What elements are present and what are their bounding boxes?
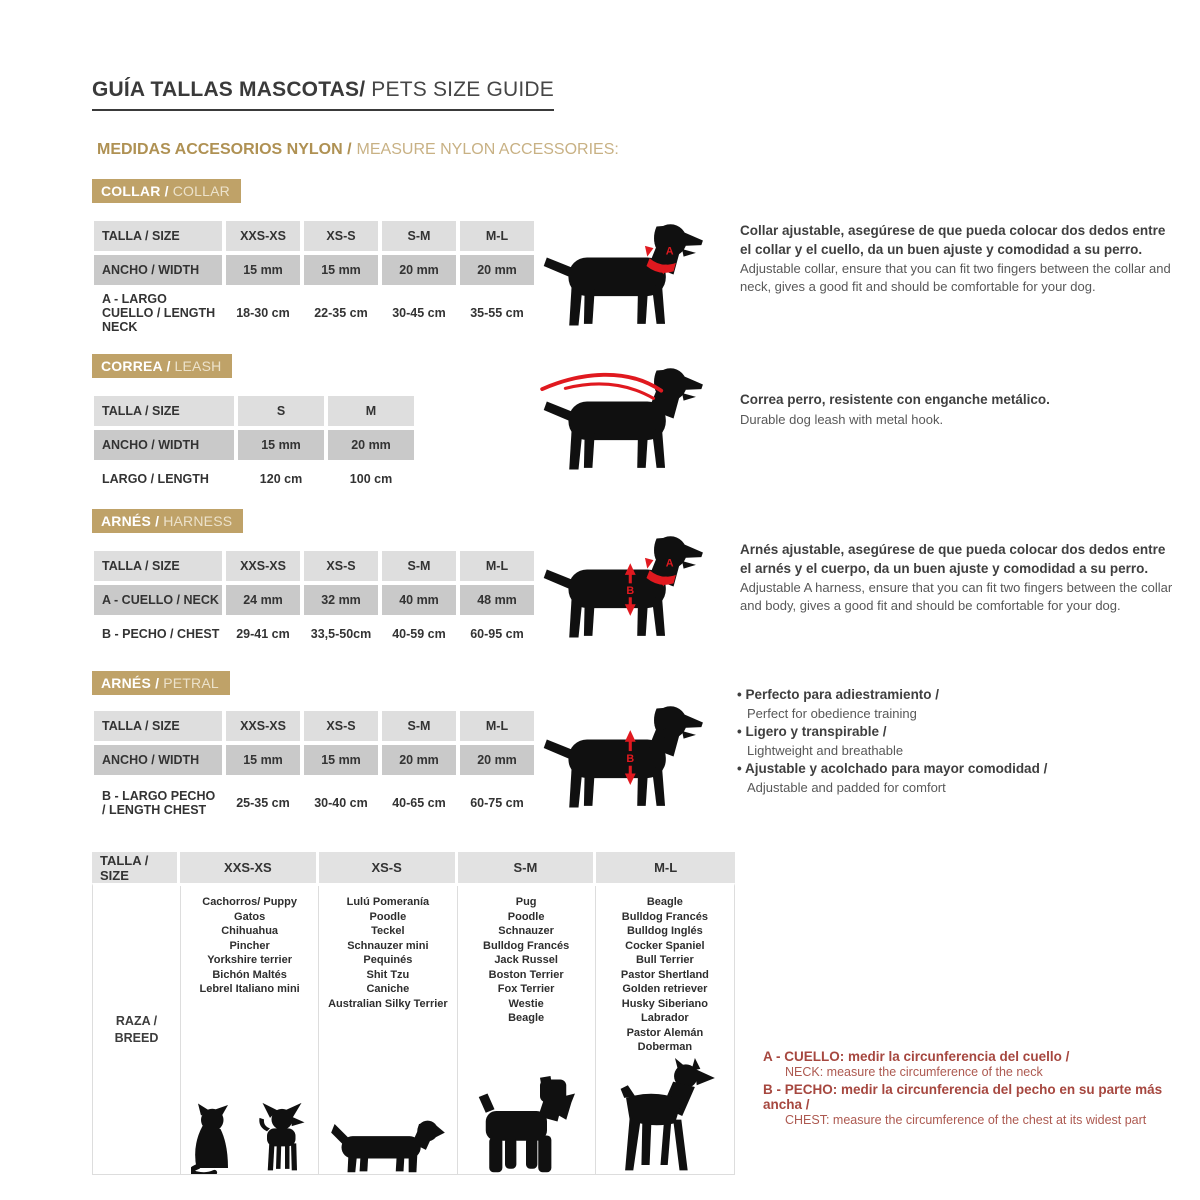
- size-cell: 20 mm: [458, 253, 536, 287]
- breed-size-table: [92, 852, 735, 1175]
- table-row: [92, 617, 536, 651]
- size-cell: 15 mm: [302, 253, 380, 287]
- measurement-footnotes: [763, 1046, 1197, 1127]
- row-label-cell: LARGO / LENGTH: [92, 462, 236, 496]
- size-col-header: TALLA / SIZE: [92, 852, 180, 883]
- row-label-cell: ANCHO / WIDTH: [92, 743, 224, 777]
- doberman-silhouette-icon: [611, 1058, 719, 1174]
- petral-feature-list: [737, 686, 1157, 797]
- page-subtitle-es: MEDIDAS ACCESORIOS NYLON /: [97, 141, 352, 158]
- size-cell: 15 mm: [224, 743, 302, 777]
- size-col-header: TALLA / SIZE: [92, 394, 236, 428]
- table-header-row: [92, 549, 536, 583]
- row-label-cell: A - CUELLO / NECK: [92, 583, 224, 617]
- breed-icons: [319, 1112, 456, 1174]
- size-cell: 25-35 cm: [224, 777, 302, 829]
- breed-list: Cachorros/ Puppy Gatos Chihuahua Pincher Yorkshire terrier Bichón Maltés Lebrel Italiano mini: [199, 896, 300, 995]
- feature-en: Lightweight and breathable: [747, 742, 904, 758]
- breed-column-s-m: [458, 886, 596, 1174]
- description-es: Collar ajustable, asegúrese de que pueda colocar dos dedos entre el collar y el cuello, da un buen ajuste y comodidad a su perro.: [740, 223, 1166, 257]
- schnauzer-silhouette-icon: [476, 1076, 576, 1174]
- size-col-header: S-M: [458, 852, 597, 883]
- size-col-header: M-L: [458, 549, 536, 583]
- size-col-header: XS-S: [319, 852, 458, 883]
- chest-measure-label: B: [626, 585, 635, 598]
- badge-label-en: LEASH: [174, 358, 222, 374]
- size-cell: 120 cm: [236, 462, 326, 496]
- badge-label-es: COLLAR /: [101, 183, 169, 199]
- neck-measure-label: A: [665, 245, 674, 258]
- leash-dog-diagram: [536, 358, 706, 482]
- table-row: [92, 743, 536, 777]
- description-es: Correa perro, resistente con enganche metálico.: [740, 392, 1050, 407]
- table-header-row: [92, 219, 536, 253]
- breed-row-label: RAZA / BREED: [93, 886, 181, 1174]
- size-col-header: S-M: [380, 549, 458, 583]
- leash-section-badge: [92, 354, 232, 378]
- size-cell: 29-41 cm: [224, 617, 302, 651]
- size-cell: 60-75 cm: [458, 777, 536, 829]
- badge-label-es: CORREA /: [101, 358, 171, 374]
- breed-icons: [596, 1058, 734, 1174]
- chest-measure-label: B: [626, 752, 635, 765]
- harness-dog-diagram: [536, 526, 706, 650]
- footnote-es: B - PECHO: medir la circunferencia del pecho en su parte más ancha /: [763, 1082, 1163, 1112]
- badge-label-en: PETRAL: [163, 675, 219, 691]
- breed-list: Beagle Bulldog Francés Bulldog Inglés Cocker Spaniel Bull Terrier Pastor Shertland Golden retriever Husky Siberiano Labrador Pastor Alemán Doberman: [620, 896, 709, 1053]
- leash-description: [740, 391, 1174, 429]
- table-row: [92, 253, 536, 287]
- size-cell: 48 mm: [458, 583, 536, 617]
- badge-label-es: ARNÉS /: [101, 513, 160, 529]
- cat-silhouette-icon: [191, 1102, 241, 1174]
- size-cell: 18-30 cm: [224, 287, 302, 339]
- collar-description: [740, 222, 1174, 296]
- description-en: Adjustable collar, ensure that you can fit two fingers between the collar and neck, gives a good fit and should be comfortable for your dog.: [740, 261, 1171, 295]
- badge-label-es: ARNÉS /: [101, 675, 160, 691]
- neck-measure-label: A: [665, 557, 674, 570]
- page-title: [92, 78, 554, 111]
- badge-label-en: COLLAR: [172, 183, 230, 199]
- row-label-cell: ANCHO / WIDTH: [92, 428, 236, 462]
- table-header-row: [92, 709, 536, 743]
- size-cell: 40 mm: [380, 583, 458, 617]
- harness-description: [740, 541, 1174, 615]
- size-col-header: XS-S: [302, 219, 380, 253]
- breed-table-header-row: [92, 852, 735, 883]
- feature-en: Adjustable and padded for comfort: [747, 780, 946, 796]
- harness-section-badge: [92, 509, 243, 533]
- collar-dog-diagram: [536, 214, 706, 338]
- chihuahua-silhouette-icon: [249, 1100, 309, 1174]
- size-col-header: S-M: [380, 709, 458, 743]
- petral-marker-icon: [625, 730, 636, 785]
- breed-column-xs-s: [319, 886, 457, 1174]
- table-row: [92, 428, 416, 462]
- size-cell: 24 mm: [224, 583, 302, 617]
- petral-dog-diagram: [536, 696, 706, 820]
- size-col-header: S-M: [380, 219, 458, 253]
- size-col-header: XXS-XS: [224, 219, 302, 253]
- badge-label-en: HARNESS: [163, 513, 233, 529]
- feature-es: • Ligero y transpirable /: [737, 723, 1157, 742]
- size-col-header: XS-S: [302, 549, 380, 583]
- size-cell: 33,5-50cm: [302, 617, 380, 651]
- size-cell: 40-65 cm: [380, 777, 458, 829]
- size-cell: 32 mm: [302, 583, 380, 617]
- breed-column-xxs-xs: [181, 886, 319, 1174]
- leash-size-table: [92, 394, 416, 496]
- footnote-en: NECK: measure the circumference of the neck: [785, 1065, 1043, 1079]
- size-col-header: TALLA / SIZE: [92, 709, 224, 743]
- description-es: Arnés ajustable, asegúrese de que pueda colocar dos dedos entre el arnés y el cuerpo, da un buen ajuste y comodidad a su perro.: [740, 542, 1166, 576]
- size-col-header: M-L: [458, 709, 536, 743]
- size-cell: 30-40 cm: [302, 777, 380, 829]
- table-row: [92, 777, 536, 829]
- size-cell: 100 cm: [326, 462, 416, 496]
- size-cell: 20 mm: [380, 743, 458, 777]
- size-cell: 20 mm: [380, 253, 458, 287]
- breed-icons: [458, 1076, 595, 1174]
- feature-es: • Perfecto para adiestramiento /: [737, 686, 1157, 705]
- breed-list: Pug Poodle Schnauzer Bulldog Francés Jack Russel Boston Terrier Fox Terrier Westie Beagle: [483, 896, 570, 1024]
- table-row: [92, 287, 536, 339]
- description-en: Durable dog leash with metal hook.: [740, 411, 944, 427]
- collar-size-table: [92, 219, 536, 339]
- footnote-es: A - CUELLO: medir la circunferencia del cuello /: [763, 1049, 1070, 1064]
- size-col-header: XXS-XS: [224, 549, 302, 583]
- size-cell: 15 mm: [302, 743, 380, 777]
- description-en: Adjustable A harness, ensure that you can fit two fingers between the collar and body, gives a good fit and should be comfortable for your dog.: [740, 580, 1173, 614]
- page-subtitle-en: MEASURE NYLON ACCESSORIES:: [356, 141, 619, 158]
- leash-marker-icon: [542, 375, 661, 399]
- row-label-cell: B - PECHO / CHEST: [92, 617, 224, 651]
- size-col-header: M-L: [458, 219, 536, 253]
- petral-section-badge: [92, 671, 230, 695]
- size-col-header: XS-S: [302, 709, 380, 743]
- collar-section-badge: [92, 179, 241, 203]
- size-col-header: M: [326, 394, 416, 428]
- row-label-cell: B - LARGO PECHO / LENGTH CHEST: [92, 777, 224, 829]
- row-label-cell: A - LARGO CUELLO / LENGTH NECK: [92, 287, 224, 339]
- petral-size-table: [92, 709, 536, 829]
- breed-column-m-l: [596, 886, 734, 1174]
- dachshund-silhouette-icon: [330, 1112, 446, 1174]
- table-row: [92, 462, 416, 496]
- row-label-cell: ANCHO / WIDTH: [92, 253, 224, 287]
- size-cell: 22-35 cm: [302, 287, 380, 339]
- harness-size-table: [92, 549, 536, 651]
- size-cell: 60-95 cm: [458, 617, 536, 651]
- size-col-header: M-L: [596, 852, 735, 883]
- size-col-header: TALLA / SIZE: [92, 549, 224, 583]
- size-col-header: XXS-XS: [180, 852, 319, 883]
- feature-es: • Ajustable y acolchado para mayor comodidad /: [737, 760, 1157, 779]
- footnote-en: CHEST: measure the circumference of the chest at its widest part: [785, 1113, 1147, 1127]
- page-subtitle: [97, 141, 619, 159]
- size-cell: 20 mm: [458, 743, 536, 777]
- table-row: [92, 583, 536, 617]
- feature-en: Perfect for obedience training: [747, 705, 917, 721]
- size-col-header: S: [236, 394, 326, 428]
- size-cell: 20 mm: [326, 428, 416, 462]
- page-title-en: PETS SIZE GUIDE: [371, 78, 554, 101]
- breed-icons: [181, 1100, 318, 1174]
- breed-list: Lulú Pomeranía Poodle Teckel Schnauzer mini Pequinés Shit Tzu Caniche Australian Silky Terrier: [328, 896, 448, 1010]
- size-cell: 15 mm: [236, 428, 326, 462]
- size-cell: 30-45 cm: [380, 287, 458, 339]
- size-col-header: XXS-XS: [224, 709, 302, 743]
- size-cell: 15 mm: [224, 253, 302, 287]
- size-cell: 35-55 cm: [458, 287, 536, 339]
- table-header-row: [92, 394, 416, 428]
- breed-table-body-row: [92, 883, 735, 1175]
- size-cell: 40-59 cm: [380, 617, 458, 651]
- page-title-es: GUÍA TALLAS MASCOTAS/: [92, 78, 366, 101]
- size-col-header: TALLA / SIZE: [92, 219, 224, 253]
